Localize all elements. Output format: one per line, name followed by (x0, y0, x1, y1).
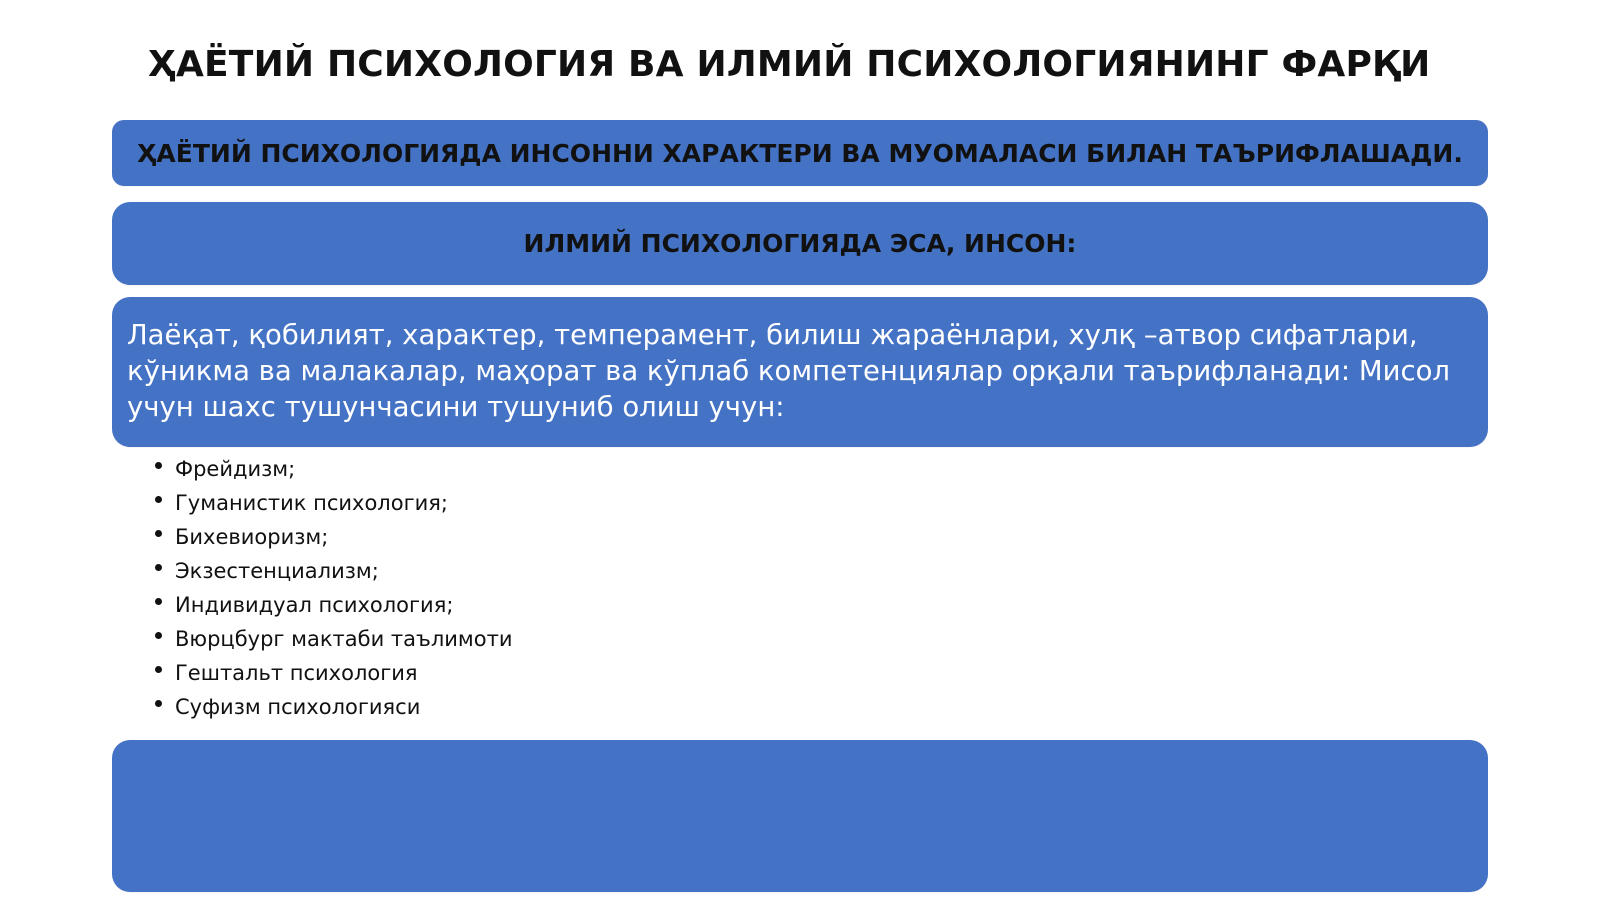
list-item: Бихевиоризм; (150, 520, 512, 554)
list-item: Фрейдизм; (150, 452, 512, 486)
slide-title: ҲАЁТИЙ ПСИХОЛОГИЯ ВА ИЛМИЙ ПСИХОЛОГИЯНИНГ ФАРҚИ (148, 44, 1431, 85)
list-item: Гуманистик психология; (150, 486, 512, 520)
list-item: Вюрцбург мактаби таълимоти (150, 622, 512, 656)
empty-bottom-panel (112, 740, 1488, 892)
scientific-psychology-header-panel (112, 202, 1488, 285)
list-item: Экзестенциализм; (150, 554, 512, 588)
list-item: Гештальт психология (150, 656, 512, 690)
everyday-psychology-panel (112, 120, 1488, 186)
scientific-psychology-description-text: Лаёқат, қобилият, характер, темперамент, билиш жараёнлари, хулқ –атвор сифатлари, кўникма ва малакалар, маҳорат ва кўплаб компетенциялар орқали таърифланади: Мисол учун шахс тушунчасини тушуниб олиш учун: (127, 319, 1451, 423)
everyday-psychology-text: ҲАЁТИЙ ПСИХОЛОГИЯДА ИНСОННИ ХАРАКТЕРИ ВА МУОМАЛАСИ БИЛАН ТАЪРИФЛАШАДИ. (137, 138, 1463, 168)
scientific-psychology-header-text: ИЛМИЙ ПСИХОЛОГИЯДА ЭСА, ИНСОН: (523, 229, 1077, 258)
list-item: Суфизм психологияси (150, 690, 512, 724)
scientific-psychology-description-panel (112, 297, 1488, 447)
list-item: Индивидуал психология; (150, 588, 512, 622)
psychology-schools-list (150, 452, 512, 724)
